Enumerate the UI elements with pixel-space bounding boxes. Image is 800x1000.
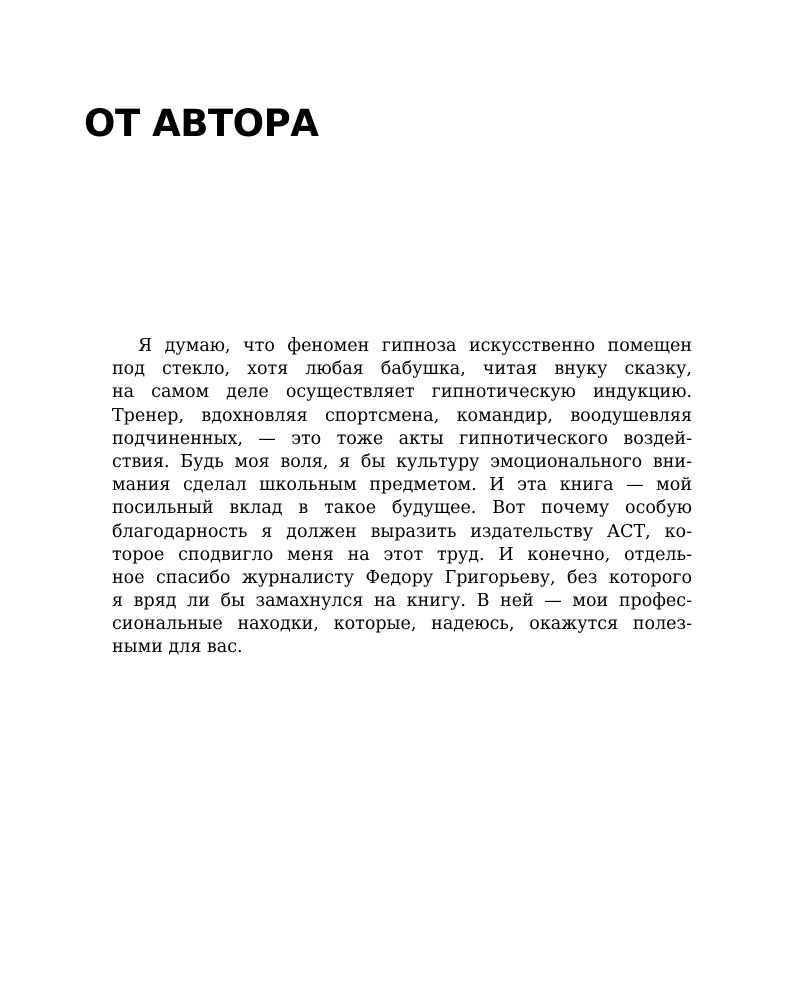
- paragraph-line: благодарность я должен выразить издательству АСТ, ко-: [112, 521, 692, 542]
- paragraph-line: мания сделал школьным предметом. И эта книга — мой: [112, 475, 692, 496]
- paragraph-line: торое сподвигло меня на этот труд. И конечно, отдель-: [112, 544, 692, 565]
- paragraph-line: Я думаю, что феномен гипноза искусственно помещен: [138, 336, 692, 356]
- author-foreword-paragraph: [112, 335, 692, 660]
- paragraph-line: я вряд ли бы замахнулся на книгу. В ней — мои профес-: [112, 591, 692, 612]
- paragraph-line: на самом деле осуществляет гипнотическую индукцию.: [112, 382, 692, 403]
- paragraph-line: посильный вклад в такое будущее. Вот почему особую: [112, 498, 692, 519]
- paragraph-line: под стекло, хотя любая бабушка, читая внуку сказку,: [112, 359, 692, 380]
- paragraph-line: ными для вас.: [112, 637, 243, 658]
- paragraph-line: Тренер, вдохновляя спортсмена, командир, воодушевляя: [112, 405, 692, 426]
- chapter-heading: ОТ АВТОРА: [84, 102, 319, 145]
- paragraph-line: ствия. Будь моя воля, я бы культуру эмоционального вни-: [112, 451, 692, 472]
- paragraph-line: сиональные находки, которые, надеюсь, окажутся полез-: [112, 614, 692, 635]
- paragraph-line: ное спасибо журналисту Федору Григорьеву, без которого: [112, 567, 692, 588]
- paragraph-line: подчиненных, — это тоже акты гипнотического воздей-: [112, 428, 692, 449]
